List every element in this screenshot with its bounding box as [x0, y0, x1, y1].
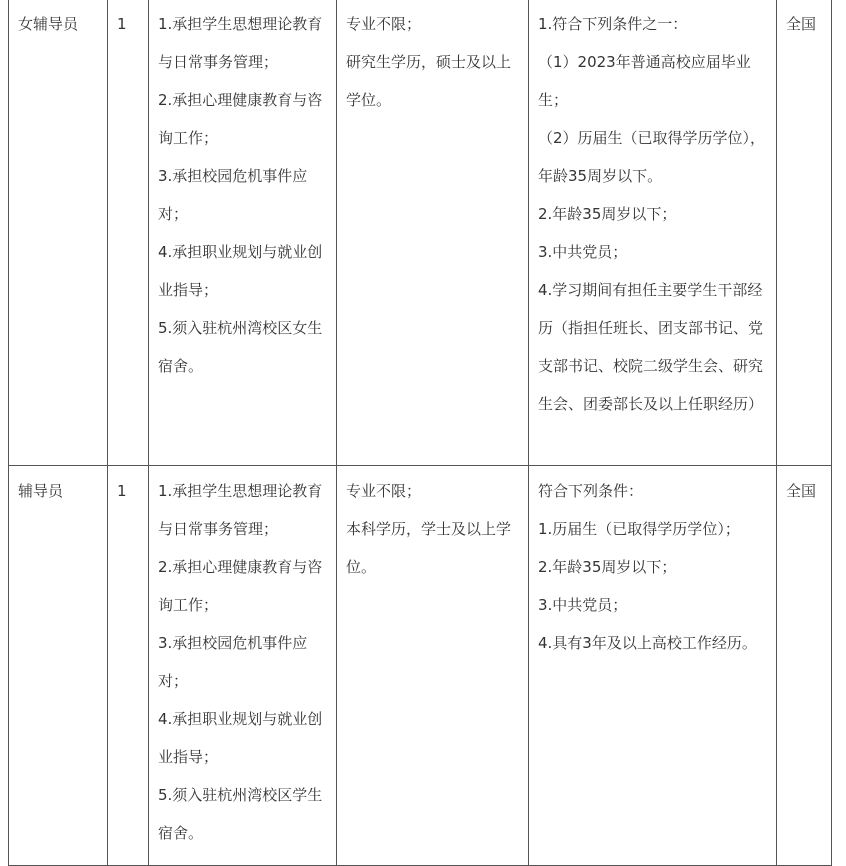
- recruitment-table: [8, 0, 832, 866]
- duty-item: 4.承担职业规划与就业创业指导；: [158, 243, 323, 299]
- duty-item: 5.须入驻杭州湾校区女生宿舍。: [158, 319, 323, 375]
- scope-cell: 全国: [777, 0, 832, 466]
- requirement-item: 3.中共党员；: [538, 596, 628, 614]
- duty-item: 2.承担心理健康教育与咨询工作；: [158, 558, 323, 614]
- requirement-item: 符合下列条件：: [538, 482, 644, 500]
- count-cell: 1: [108, 466, 149, 866]
- requirement-item: 1.历届生（已取得学历学位）；: [538, 520, 740, 538]
- requirement-item: 2.年龄35周岁以下；: [538, 205, 677, 223]
- count-cell: 1: [108, 0, 149, 466]
- requirement-item: （1）2023年普通高校应届毕业生；: [538, 53, 751, 109]
- requirement-item: 2.年龄35周岁以下；: [538, 558, 677, 576]
- requirement-item: 3.中共党员；: [538, 243, 628, 261]
- duty-item: 3.承担校园危机事件应对；: [158, 634, 308, 690]
- education-item: 专业不限；: [346, 482, 422, 500]
- position-cell: 女辅导员: [9, 0, 108, 466]
- position-cell: 辅导员: [9, 466, 108, 866]
- duty-item: 2.承担心理健康教育与咨询工作；: [158, 91, 323, 147]
- requirement-item: 4.学习期间有担任主要学生干部经历（指担任班长、团支部书记、党支部书记、校院二级学生会、研究生会、团委部长及以上任职经历）: [538, 281, 764, 413]
- duties-cell: [149, 466, 337, 866]
- duty-item: 1.承担学生思想理论教育与日常事务管理；: [158, 15, 323, 71]
- duty-item: 4.承担职业规划与就业创业指导；: [158, 710, 323, 766]
- education-cell: [337, 466, 529, 866]
- education-item: 本科学历，学士及以上学位。: [346, 520, 512, 576]
- requirements-cell: [529, 466, 777, 866]
- duty-item: 3.承担校园危机事件应对；: [158, 167, 308, 223]
- scope-cell: 全国: [777, 466, 832, 866]
- table-row: [9, 0, 832, 466]
- education-cell: [337, 0, 529, 466]
- requirements-cell: [529, 0, 777, 466]
- education-item: 专业不限；: [346, 15, 422, 33]
- requirement-item: 1.符合下列条件之一：: [538, 15, 688, 33]
- duty-item: 5.须入驻杭州湾校区学生宿舍。: [158, 786, 323, 842]
- requirement-item: （2）历届生（已取得学历学位），年龄35周岁以下。: [538, 129, 766, 185]
- duty-item: 1.承担学生思想理论教育与日常事务管理；: [158, 482, 323, 538]
- education-item: 研究生学历，硕士及以上学位。: [346, 53, 512, 109]
- table-row: [9, 466, 832, 866]
- requirement-item: 4.具有3年及以上高校工作经历。: [538, 634, 757, 652]
- duties-cell: [149, 0, 337, 466]
